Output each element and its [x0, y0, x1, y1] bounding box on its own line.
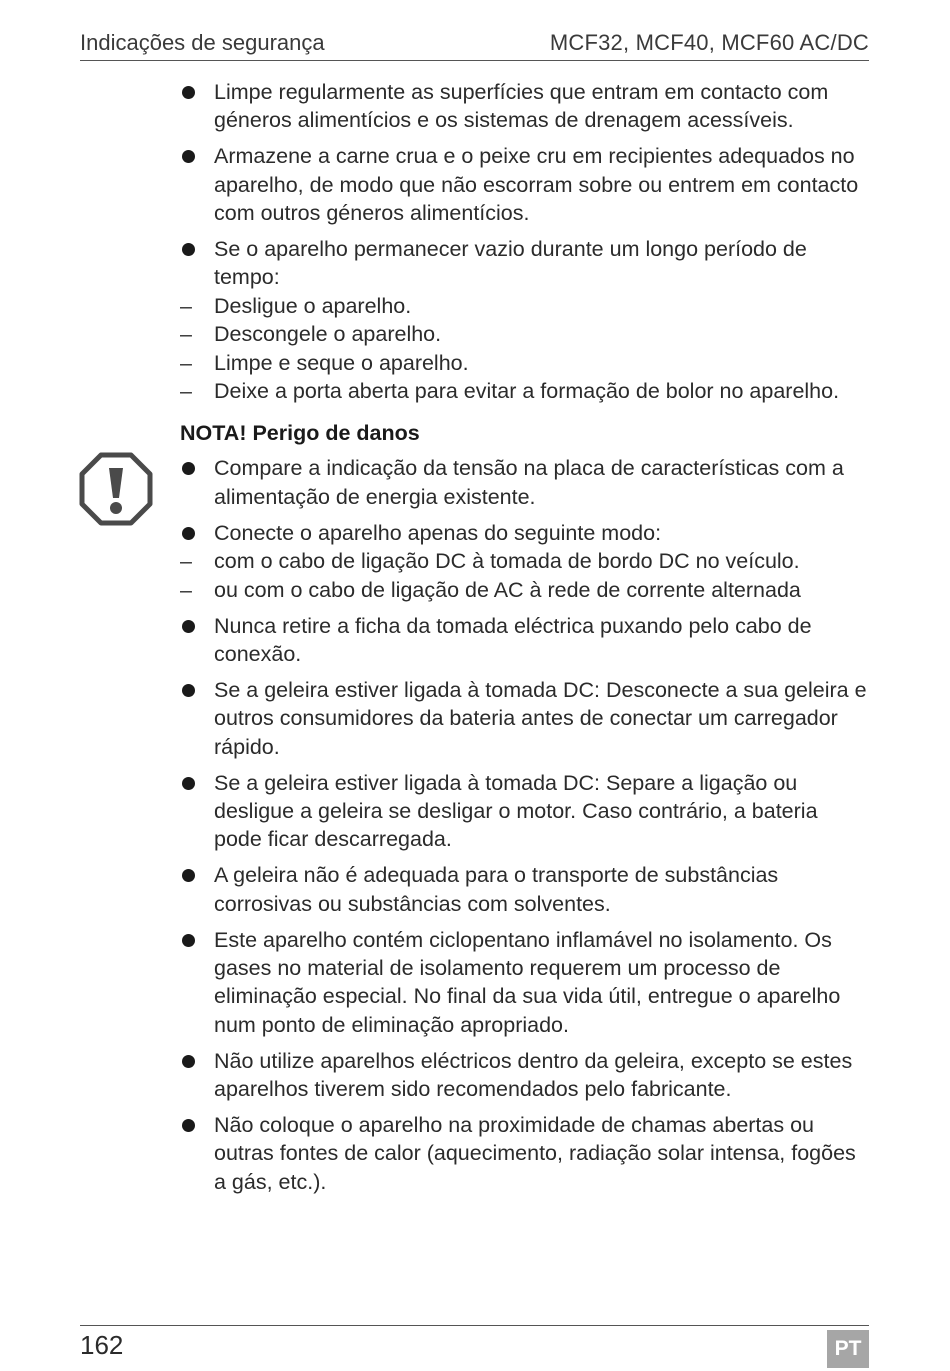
page-content — [180, 78, 870, 1204]
sub-list — [180, 292, 870, 406]
page-header — [80, 28, 869, 61]
safety-list-damage — [180, 454, 870, 1196]
section-title: Indicações de segurança — [80, 30, 325, 55]
sub-list-item: – Limpe e seque o aparelho. — [180, 349, 870, 377]
warning-octagon-icon — [79, 452, 153, 526]
sub-list-item: – ou com o cabo de ligação de AC à rede de corrente alternada — [180, 576, 870, 604]
sub-list-item: – Desligue o aparelho. — [180, 292, 870, 320]
list-item: Se o aparelho permanecer vazio durante um longo período de tempo: – Desligue o aparelho. – Descongele o aparelho. – Limpe e seque o aparelho. – Deixe a porta aberta para evitar a formação de bolor no aparelho. — [180, 235, 870, 405]
list-item: Compare a indicação da tensão na placa de características com a alimentação de energia existente. — [180, 454, 870, 511]
sub-list — [180, 547, 870, 604]
list-item: Armazene a carne crua e o peixe cru em recipientes adequados no aparelho, de modo que não escorram sobre ou entrem em contacto com outros géneros alimentícios. — [180, 142, 870, 227]
list-item: Nunca retire a ficha da tomada eléctrica puxando pelo cabo de conexão. — [180, 612, 870, 669]
sub-list-item: – com o cabo de ligação DC à tomada de bordo DC no veículo. — [180, 547, 870, 575]
list-item: Conecte o aparelho apenas do seguinte modo: – com o cabo de ligação DC à tomada de bordo DC no veículo. – ou com o cabo de ligação de AC à rede de corrente alternada — [180, 519, 870, 604]
language-badge: PT — [827, 1330, 869, 1368]
page-number: 162 — [80, 1330, 124, 1360]
note-heading: NOTA! Perigo de danos — [180, 421, 420, 446]
page-footer — [80, 1325, 869, 1371]
list-item: Não coloque o aparelho na proximidade de chamas abertas ou outras fontes de calor (aquecimento, radiação solar intensa, fogões a gás, etc.). — [180, 1111, 870, 1196]
list-item: Não utilize aparelhos eléctricos dentro da geleira, excepto se estes aparelhos tiverem sido recomendados pelo fabricante. — [180, 1047, 870, 1104]
model-names: MCF32, MCF40, MCF60 AC/DC — [549, 30, 869, 55]
list-item: Se a geleira estiver ligada à tomada DC: Desconecte a sua geleira e outros consumidores da bateria antes de conectar um carregador rápido. — [180, 676, 870, 761]
list-item: Se a geleira estiver ligada à tomada DC: Separe a ligação ou desligue a geleira se desligar o motor. Caso contrário, a bateria pode ficar descarregada. — [180, 769, 870, 854]
list-item: Este aparelho contém ciclopentano inflamável no isolamento. Os gases no material de isolamento requerem um processo de eliminação especial. No final da sua vida útil, entregue o aparelho num ponto de eliminação apropriado. — [180, 926, 870, 1040]
list-item: A geleira não é adequada para o transporte de substâncias corrosivas ou substâncias com solventes. — [180, 861, 870, 918]
list-item: Limpe regularmente as superfícies que entram em contacto com géneros alimentícios e os sistemas de drenagem acessíveis. — [180, 78, 870, 135]
sub-list-item: – Descongele o aparelho. — [180, 320, 870, 348]
safety-list-general — [180, 78, 870, 405]
sub-list-item: – Deixe a porta aberta para evitar a formação de bolor no aparelho. — [180, 377, 870, 405]
